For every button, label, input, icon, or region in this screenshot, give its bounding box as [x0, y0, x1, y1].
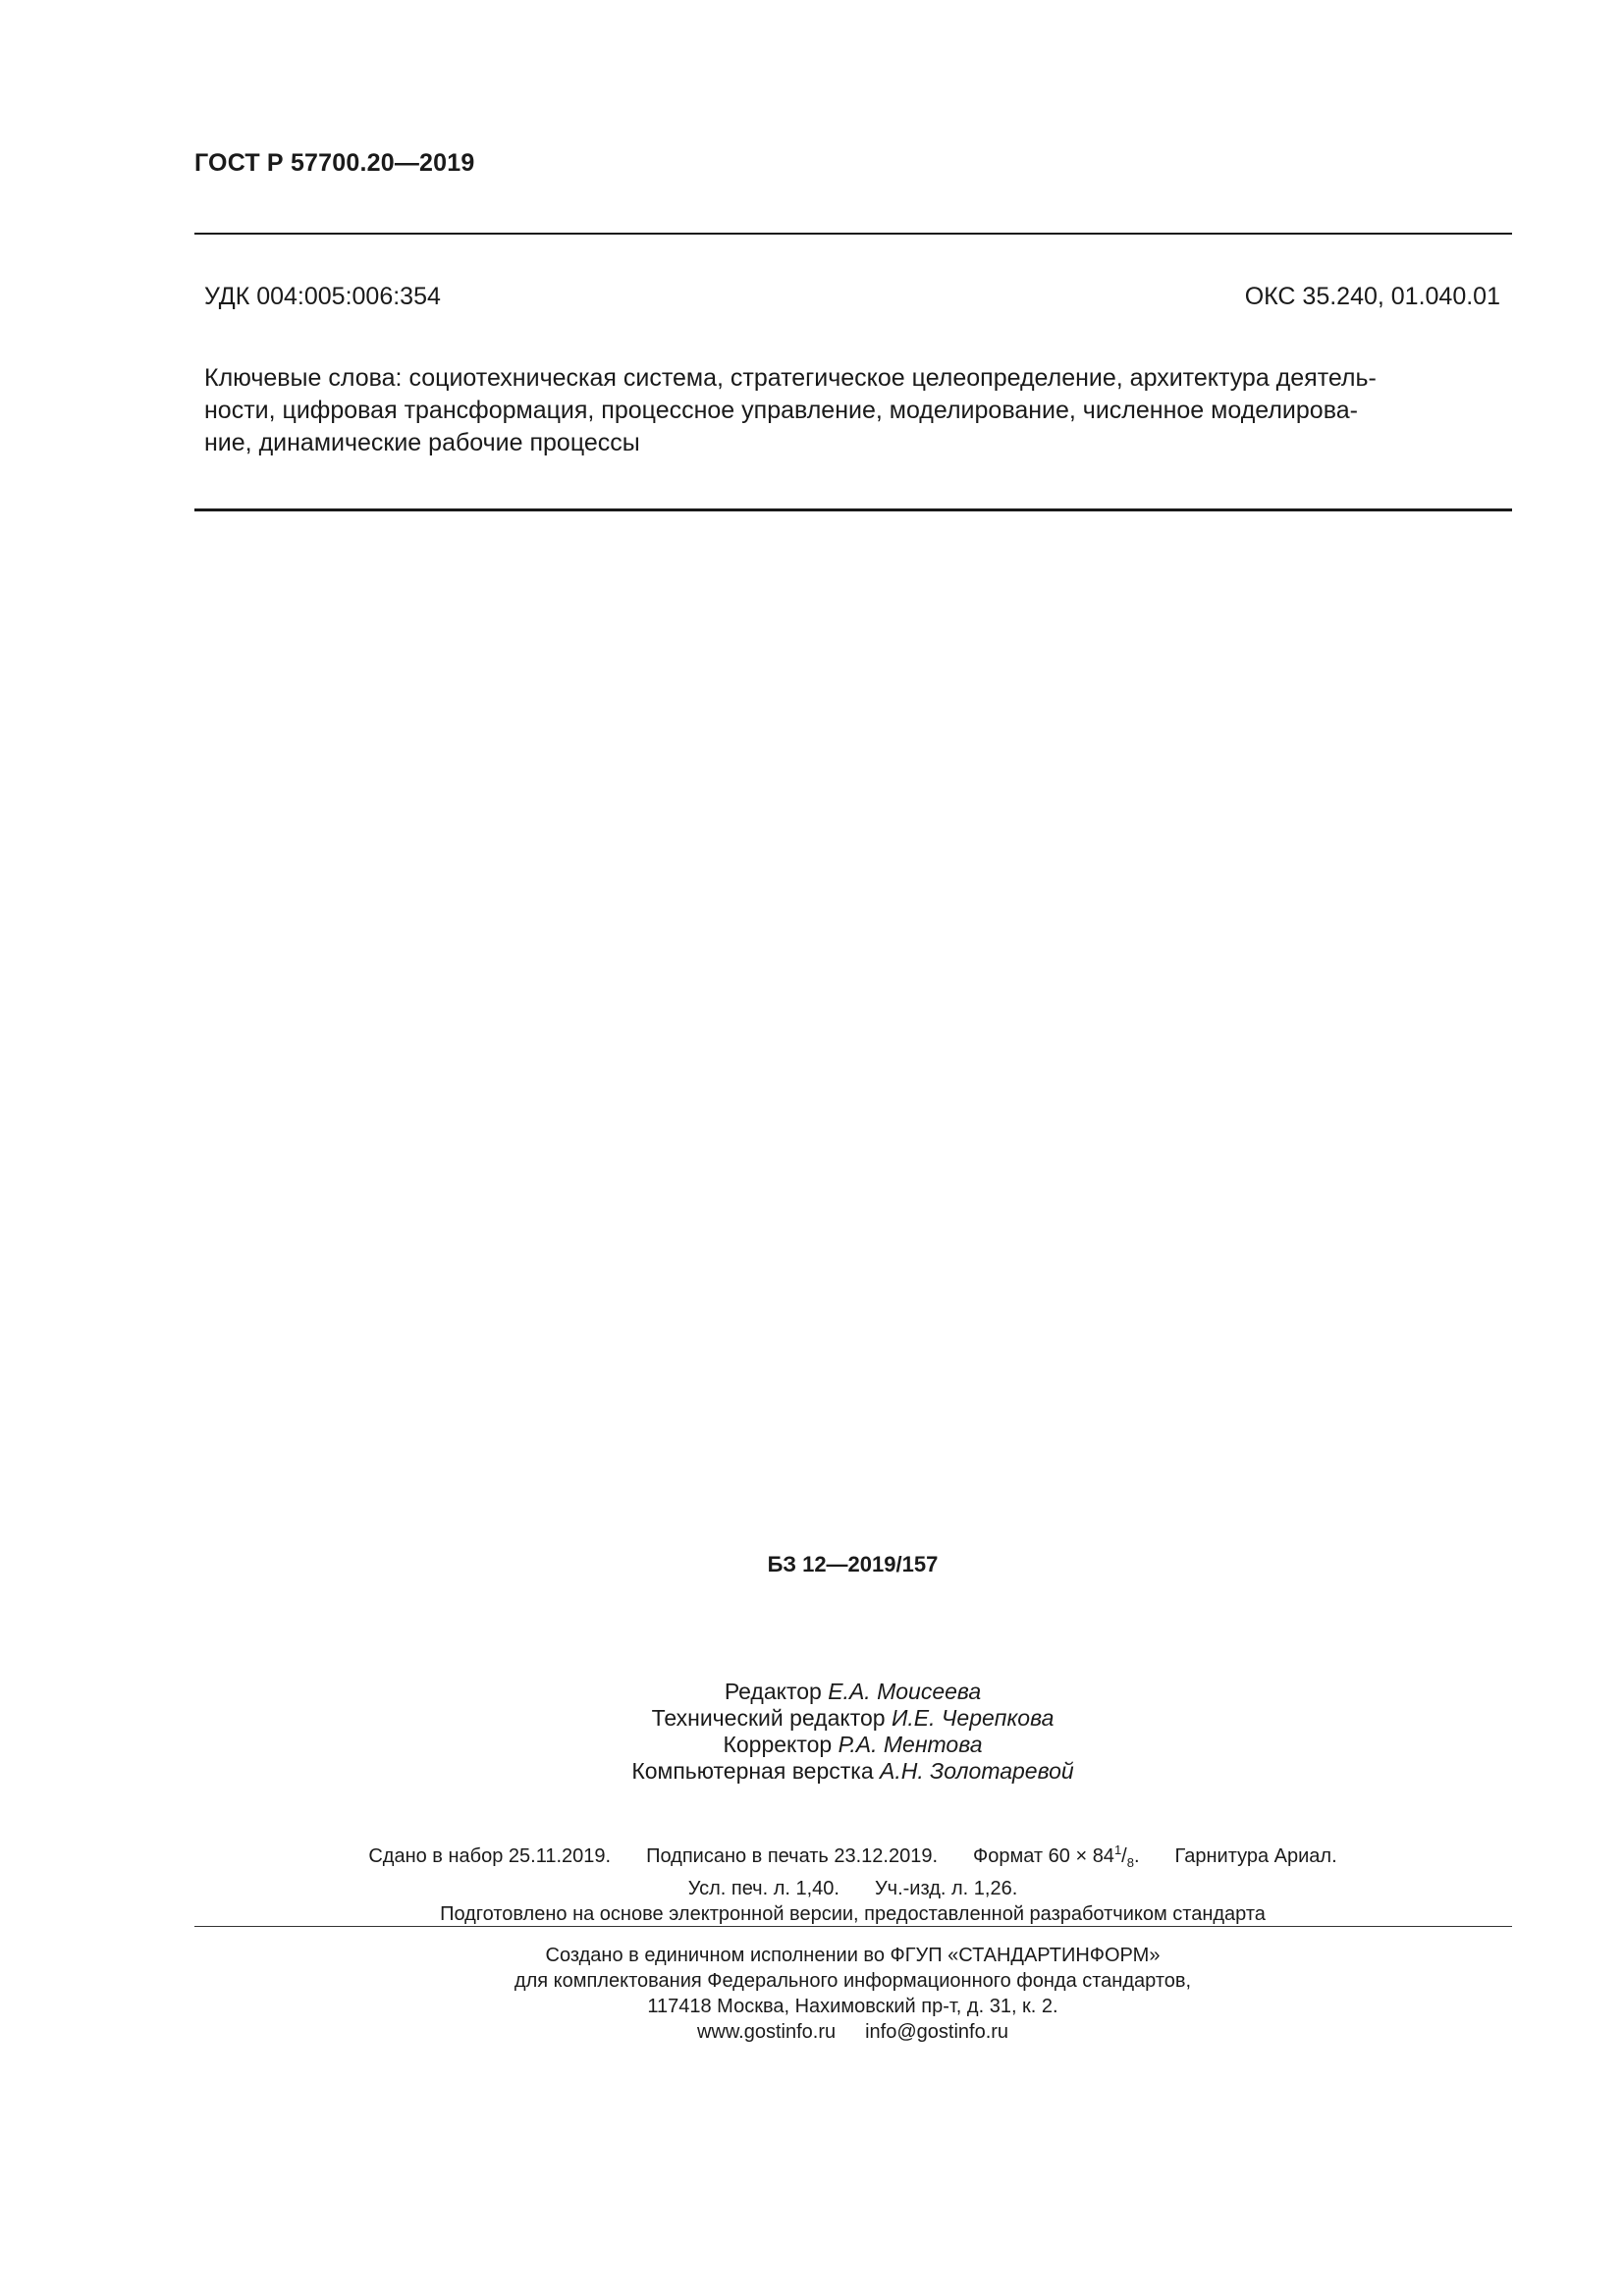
publisher-line-2: для комплектования Федерального информационного фонда стандартов, — [514, 1970, 1192, 1992]
credit-tech-editor — [0, 1705, 1624, 1732]
keywords-line-1: Ключевые слова: социотехническая система, стратегическое целеопределение, архитектура деятель- — [204, 364, 1377, 392]
keywords-line-3: ние, динамические рабочие процессы — [204, 429, 640, 456]
credit-role: Технический редактор — [651, 1705, 886, 1731]
standard-designation: ГОСТ Р 57700.20—2019 — [194, 149, 475, 177]
header-divider — [194, 233, 1512, 235]
keywords-block — [204, 362, 1502, 459]
email-link[interactable]: info@gostinfo.ru — [865, 2021, 1009, 2043]
signed-date: Подписано в печать 23.12.2019. — [646, 1845, 939, 1867]
credit-role: Редактор — [724, 1679, 822, 1704]
credit-editor — [0, 1679, 1624, 1705]
paper-format: Формат $60 \times 84^1/_8$. — [973, 1842, 1140, 1870]
credit-role: Компьютерная верстка — [631, 1758, 874, 1784]
publisher-address: 117418 Москва, Нахимовский пр-т, д. 31, к. 2. — [647, 1996, 1058, 2017]
credit-corrector — [0, 1732, 1624, 1758]
keywords-divider — [194, 508, 1512, 511]
imprint-block — [0, 1838, 1624, 1927]
udk-code: УДК 004:005:006:354 — [204, 283, 441, 310]
publishing-sheets: Уч.-изд. л. 1,26. — [874, 1878, 1018, 1899]
typeface: Гарнитура Ариал. — [1174, 1845, 1337, 1867]
publisher-line-1: Создано в единичном исполнении во ФГУП «СТАНДАРТИНФОРМ» — [545, 1945, 1161, 1966]
credit-name: Е.А. Моисеева — [828, 1679, 982, 1704]
imprint-line-2 — [0, 1876, 1624, 1901]
credit-role: Корректор — [723, 1732, 833, 1757]
credit-name: А.Н. Золотаревой — [880, 1758, 1074, 1784]
submitted-date: Сдано в набор 25.11.2019. — [368, 1845, 612, 1867]
bz-number: БЗ 12—2019/157 — [767, 1552, 939, 1576]
website-link[interactable]: www.gostinfo.ru — [696, 2021, 837, 2043]
publisher-contacts — [0, 2019, 1624, 2045]
imprint-line-1 — [0, 1838, 1624, 1876]
publisher-block — [0, 1943, 1624, 2045]
keywords-line-2: ности, цифровая трансформация, процессное управление, моделирование, численное моделирова- — [204, 397, 1358, 424]
prepared-note: Подготовлено на основе электронной версии, предоставленной разработчиком стандарта — [440, 1903, 1266, 1925]
credit-layout — [0, 1758, 1624, 1785]
credit-name: И.Е. Черепкова — [891, 1705, 1055, 1731]
imprint-divider — [194, 1926, 1512, 1927]
oks-code: ОКС 35.240, 01.040.01 — [1244, 283, 1500, 310]
credits-block — [0, 1679, 1624, 1785]
print-sheets: Усл. печ. л. 1,40. — [687, 1878, 839, 1899]
credit-name: Р.А. Ментова — [838, 1732, 983, 1757]
